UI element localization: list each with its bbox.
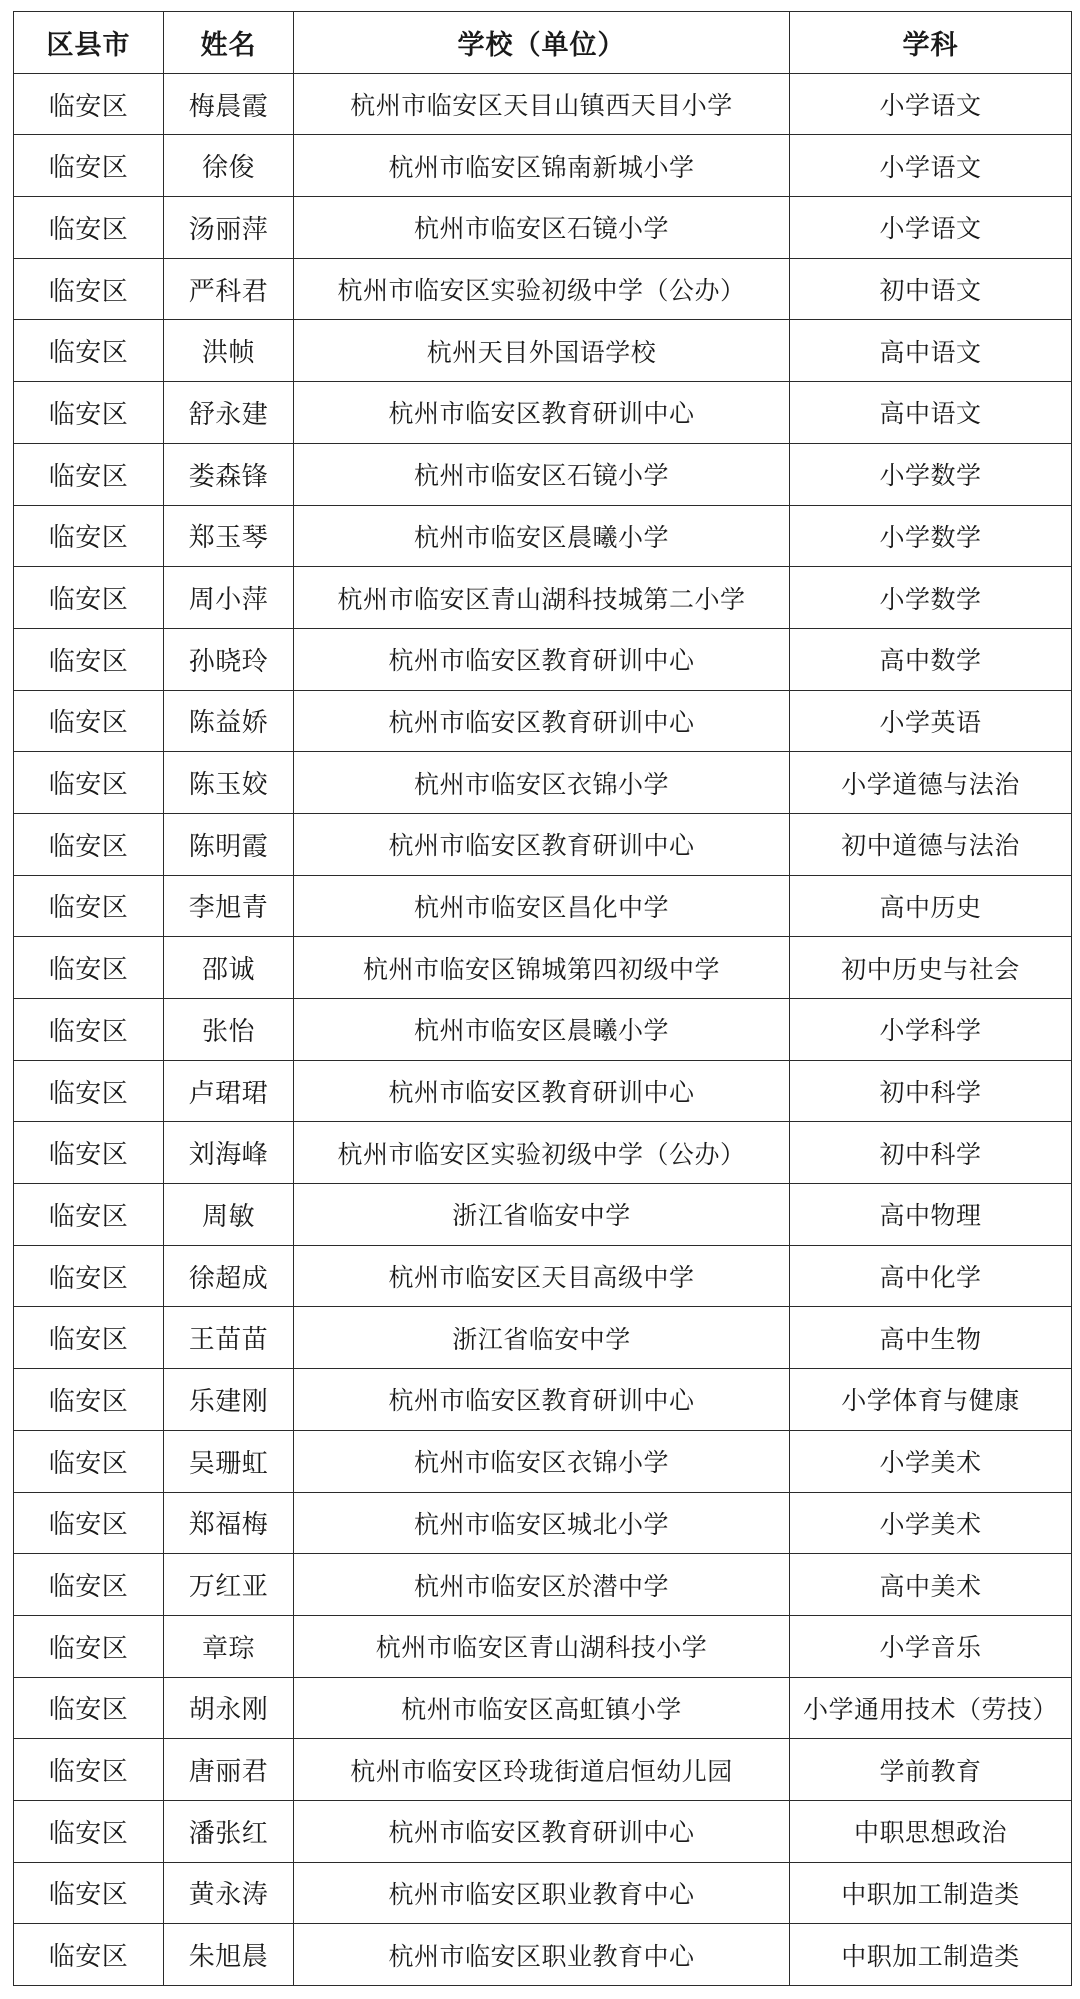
cell-name: 吴珊虹 — [164, 1430, 294, 1492]
cell-district: 临安区 — [14, 505, 164, 567]
cell-school: 杭州市临安区教育研训中心 — [294, 628, 790, 690]
cell-name: 徐俊 — [164, 135, 294, 197]
header-district: 区县市 — [14, 12, 164, 74]
cell-district: 临安区 — [14, 1492, 164, 1554]
table-row — [14, 197, 1072, 259]
cell-district: 临安区 — [14, 1122, 164, 1184]
table-row — [14, 999, 1072, 1061]
cell-subject: 中职加工制造类 — [790, 1924, 1072, 1986]
cell-name: 唐丽君 — [164, 1739, 294, 1801]
cell-district: 临安区 — [14, 1554, 164, 1616]
table-row — [14, 382, 1072, 444]
cell-name: 乐建刚 — [164, 1369, 294, 1431]
cell-school: 杭州市临安区教育研训中心 — [294, 813, 790, 875]
table-row — [14, 320, 1072, 382]
table-row — [14, 1924, 1072, 1986]
table-row — [14, 813, 1072, 875]
cell-name: 严科君 — [164, 258, 294, 320]
cell-name: 朱旭晨 — [164, 1924, 294, 1986]
cell-school: 杭州市临安区教育研训中心 — [294, 1060, 790, 1122]
cell-district: 临安区 — [14, 1430, 164, 1492]
table-row — [14, 1245, 1072, 1307]
header-name: 姓名 — [164, 12, 294, 74]
table-row — [14, 1430, 1072, 1492]
cell-subject: 初中语文 — [790, 258, 1072, 320]
cell-district: 临安区 — [14, 690, 164, 752]
cell-school: 杭州市临安区青山湖科技城第二小学 — [294, 567, 790, 629]
cell-school: 杭州市临安区高虹镇小学 — [294, 1677, 790, 1739]
cell-subject: 高中数学 — [790, 628, 1072, 690]
table-row — [14, 1862, 1072, 1924]
cell-subject: 小学体育与健康 — [790, 1369, 1072, 1431]
table-row — [14, 875, 1072, 937]
cell-name: 章琮 — [164, 1615, 294, 1677]
header-row — [14, 12, 1072, 74]
cell-school: 浙江省临安中学 — [294, 1184, 790, 1246]
cell-district: 临安区 — [14, 1615, 164, 1677]
cell-subject: 高中物理 — [790, 1184, 1072, 1246]
cell-name: 周敏 — [164, 1184, 294, 1246]
cell-district: 临安区 — [14, 999, 164, 1061]
cell-district: 临安区 — [14, 197, 164, 259]
cell-district: 临安区 — [14, 1862, 164, 1924]
cell-name: 黄永涛 — [164, 1862, 294, 1924]
table-row — [14, 1615, 1072, 1677]
table-row — [14, 1122, 1072, 1184]
cell-district: 临安区 — [14, 382, 164, 444]
cell-school: 杭州市临安区晨曦小学 — [294, 505, 790, 567]
cell-subject: 中职加工制造类 — [790, 1862, 1072, 1924]
cell-school: 杭州市临安区教育研训中心 — [294, 1369, 790, 1431]
cell-district: 临安区 — [14, 1245, 164, 1307]
cell-name: 郑福梅 — [164, 1492, 294, 1554]
cell-district: 临安区 — [14, 1369, 164, 1431]
cell-school: 杭州市临安区天目高级中学 — [294, 1245, 790, 1307]
table-row — [14, 567, 1072, 629]
cell-school: 杭州天目外国语学校 — [294, 320, 790, 382]
table-row — [14, 1184, 1072, 1246]
cell-name: 汤丽萍 — [164, 197, 294, 259]
table-row — [14, 135, 1072, 197]
cell-name: 卢珺珺 — [164, 1060, 294, 1122]
header-subject: 学科 — [790, 12, 1072, 74]
table-row — [14, 628, 1072, 690]
cell-subject: 高中化学 — [790, 1245, 1072, 1307]
cell-school: 杭州市临安区於潜中学 — [294, 1554, 790, 1616]
cell-school: 杭州市临安区职业教育中心 — [294, 1924, 790, 1986]
cell-district: 临安区 — [14, 628, 164, 690]
cell-school: 杭州市临安区城北小学 — [294, 1492, 790, 1554]
cell-district: 临安区 — [14, 443, 164, 505]
cell-subject: 小学语文 — [790, 73, 1072, 135]
table-row — [14, 505, 1072, 567]
table-row — [14, 752, 1072, 814]
table-row — [14, 1800, 1072, 1862]
cell-school: 浙江省临安中学 — [294, 1307, 790, 1369]
cell-name: 潘张红 — [164, 1800, 294, 1862]
cell-district: 临安区 — [14, 73, 164, 135]
cell-name: 娄森锋 — [164, 443, 294, 505]
cell-subject: 中职思想政治 — [790, 1800, 1072, 1862]
cell-school: 杭州市临安区衣锦小学 — [294, 752, 790, 814]
cell-subject: 学前教育 — [790, 1739, 1072, 1801]
table-row — [14, 937, 1072, 999]
cell-school: 杭州市临安区昌化中学 — [294, 875, 790, 937]
table-row — [14, 1307, 1072, 1369]
cell-subject: 高中语文 — [790, 382, 1072, 444]
cell-subject: 小学美术 — [790, 1492, 1072, 1554]
table-row — [14, 690, 1072, 752]
cell-subject: 初中科学 — [790, 1122, 1072, 1184]
cell-name: 王苗苗 — [164, 1307, 294, 1369]
cell-school: 杭州市临安区晨曦小学 — [294, 999, 790, 1061]
cell-name: 李旭青 — [164, 875, 294, 937]
cell-subject: 小学数学 — [790, 505, 1072, 567]
cell-district: 临安区 — [14, 135, 164, 197]
table-row — [14, 1369, 1072, 1431]
cell-name: 陈益娇 — [164, 690, 294, 752]
cell-district: 临安区 — [14, 320, 164, 382]
cell-district: 临安区 — [14, 1677, 164, 1739]
cell-name: 胡永刚 — [164, 1677, 294, 1739]
cell-district: 临安区 — [14, 1800, 164, 1862]
table-row — [14, 73, 1072, 135]
cell-subject: 高中美术 — [790, 1554, 1072, 1616]
header-school: 学校（单位） — [294, 12, 790, 74]
cell-name: 舒永建 — [164, 382, 294, 444]
cell-subject: 小学美术 — [790, 1430, 1072, 1492]
cell-subject: 高中生物 — [790, 1307, 1072, 1369]
cell-subject: 初中道德与法治 — [790, 813, 1072, 875]
table-row — [14, 443, 1072, 505]
cell-district: 临安区 — [14, 1924, 164, 1986]
cell-school: 杭州市临安区玲珑街道启恒幼儿园 — [294, 1739, 790, 1801]
cell-school: 杭州市临安区天目山镇西天目小学 — [294, 73, 790, 135]
cell-school: 杭州市临安区实验初级中学（公办） — [294, 258, 790, 320]
cell-subject: 高中历史 — [790, 875, 1072, 937]
cell-school: 杭州市临安区锦城第四初级中学 — [294, 937, 790, 999]
cell-subject: 高中语文 — [790, 320, 1072, 382]
cell-school: 杭州市临安区教育研训中心 — [294, 690, 790, 752]
cell-subject: 小学数学 — [790, 443, 1072, 505]
cell-district: 临安区 — [14, 567, 164, 629]
table-row — [14, 1739, 1072, 1801]
cell-subject: 小学通用技术（劳技） — [790, 1677, 1072, 1739]
cell-district: 临安区 — [14, 1184, 164, 1246]
cell-district: 临安区 — [14, 813, 164, 875]
cell-district: 临安区 — [14, 875, 164, 937]
cell-name: 陈玉姣 — [164, 752, 294, 814]
cell-district: 临安区 — [14, 1307, 164, 1369]
cell-district: 临安区 — [14, 752, 164, 814]
cell-subject: 小学数学 — [790, 567, 1072, 629]
cell-name: 邵诚 — [164, 937, 294, 999]
cell-subject: 小学科学 — [790, 999, 1072, 1061]
table-row — [14, 258, 1072, 320]
cell-name: 周小萍 — [164, 567, 294, 629]
cell-school: 杭州市临安区石镜小学 — [294, 443, 790, 505]
cell-subject: 小学道德与法治 — [790, 752, 1072, 814]
cell-subject: 初中历史与社会 — [790, 937, 1072, 999]
cell-name: 陈明霞 — [164, 813, 294, 875]
cell-school: 杭州市临安区锦南新城小学 — [294, 135, 790, 197]
cell-district: 临安区 — [14, 937, 164, 999]
cell-district: 临安区 — [14, 258, 164, 320]
table-row — [14, 1492, 1072, 1554]
cell-school: 杭州市临安区实验初级中学（公办） — [294, 1122, 790, 1184]
cell-subject: 小学语文 — [790, 135, 1072, 197]
cell-school: 杭州市临安区职业教育中心 — [294, 1862, 790, 1924]
cell-name: 梅晨霞 — [164, 73, 294, 135]
table-row — [14, 1677, 1072, 1739]
cell-district: 临安区 — [14, 1060, 164, 1122]
cell-name: 洪帧 — [164, 320, 294, 382]
cell-school: 杭州市临安区教育研训中心 — [294, 382, 790, 444]
cell-name: 张怡 — [164, 999, 294, 1061]
cell-school: 杭州市临安区青山湖科技小学 — [294, 1615, 790, 1677]
cell-name: 刘海峰 — [164, 1122, 294, 1184]
table-body — [14, 73, 1072, 1985]
table-row — [14, 1060, 1072, 1122]
cell-subject: 初中科学 — [790, 1060, 1072, 1122]
table-row — [14, 1554, 1072, 1616]
cell-school: 杭州市临安区教育研训中心 — [294, 1800, 790, 1862]
cell-name: 万红亚 — [164, 1554, 294, 1616]
cell-school: 杭州市临安区衣锦小学 — [294, 1430, 790, 1492]
cell-subject: 小学英语 — [790, 690, 1072, 752]
cell-subject: 小学语文 — [790, 197, 1072, 259]
teacher-roster-table — [13, 11, 1072, 1986]
cell-name: 徐超成 — [164, 1245, 294, 1307]
cell-name: 郑玉琴 — [164, 505, 294, 567]
cell-name: 孙晓玲 — [164, 628, 294, 690]
cell-district: 临安区 — [14, 1739, 164, 1801]
cell-school: 杭州市临安区石镜小学 — [294, 197, 790, 259]
cell-subject: 小学音乐 — [790, 1615, 1072, 1677]
